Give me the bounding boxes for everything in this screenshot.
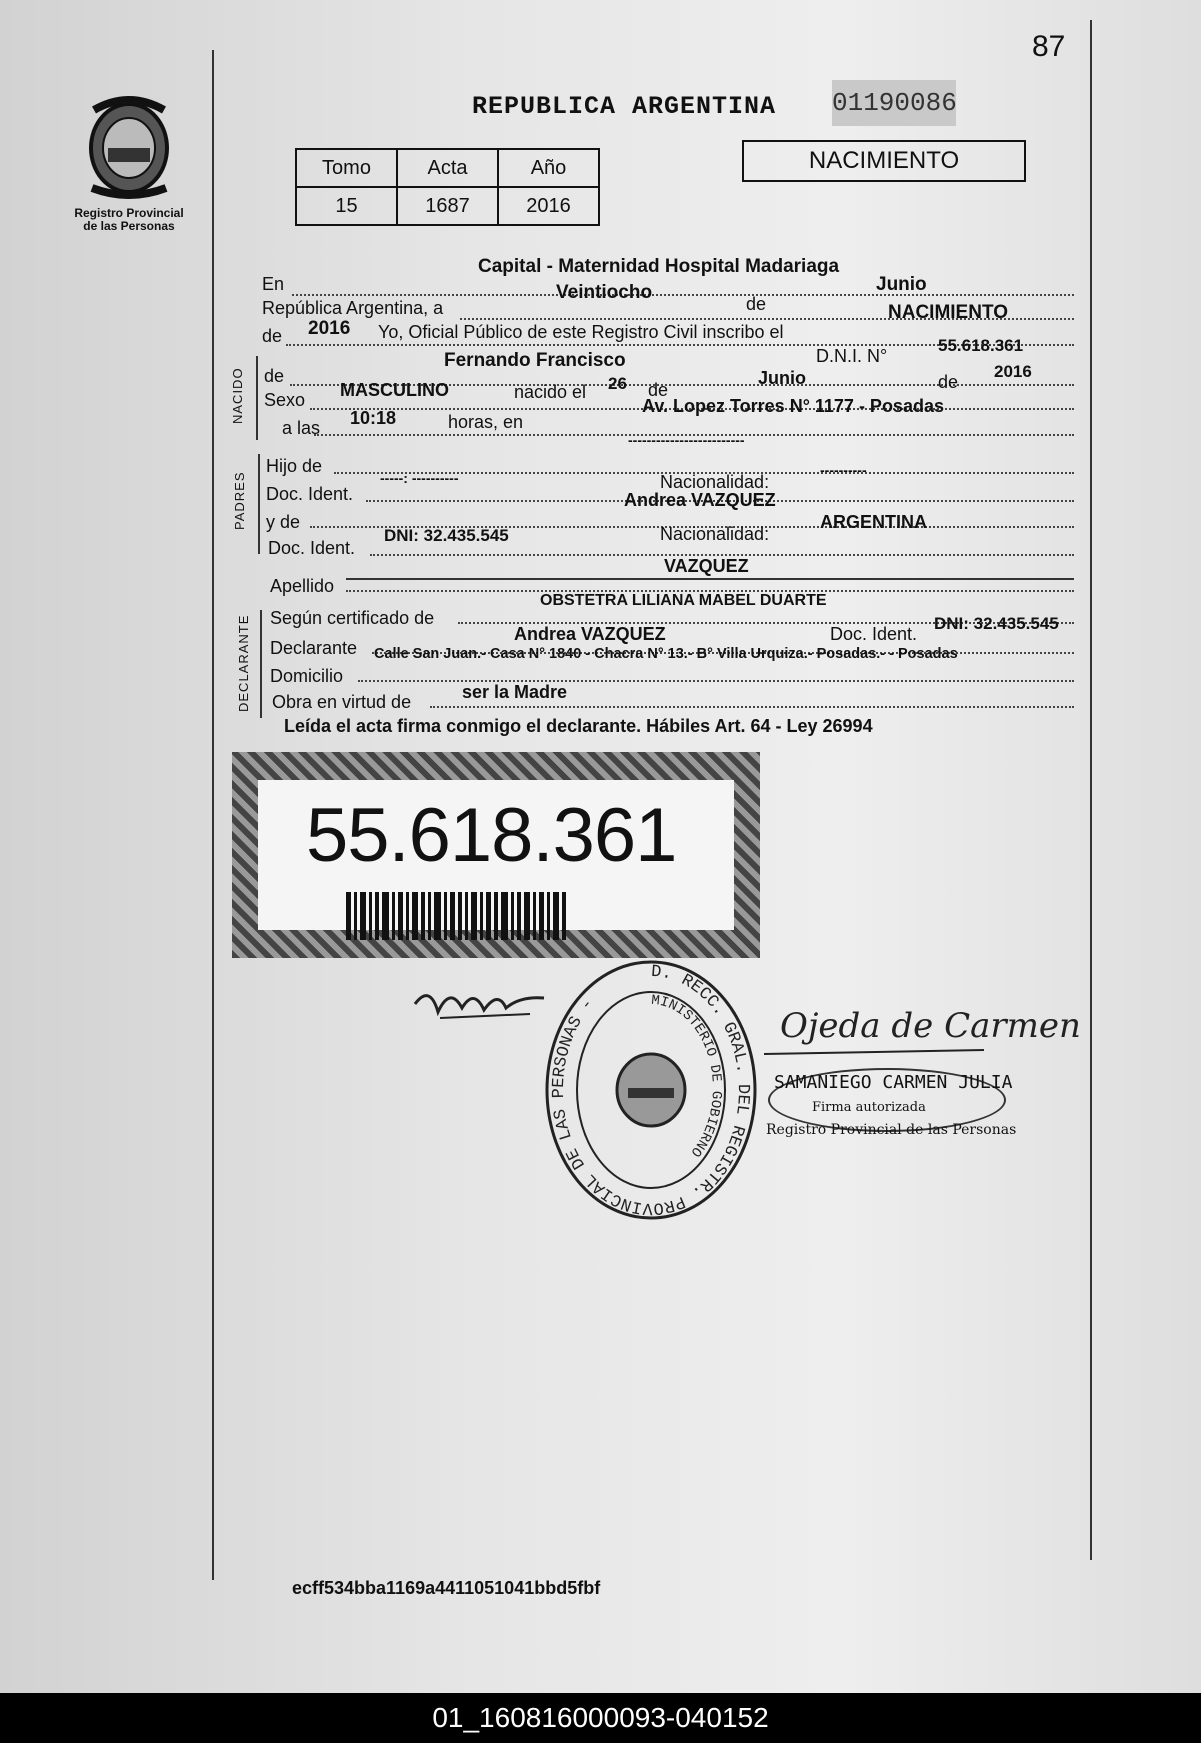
inscribo-value: NACIMIENTO — [888, 302, 1008, 323]
header-ano: Año — [498, 149, 599, 187]
record-type-box: NACIMIENTO — [742, 140, 1026, 182]
right-margin-line — [1090, 20, 1092, 1560]
obra-value: ser la Madre — [462, 682, 568, 702]
certificado-value: OBSTETRA LILIANA MABEL DUARTE — [540, 592, 827, 609]
birth-day: 26 — [608, 374, 627, 393]
month-value: Junio — [876, 274, 927, 295]
declarante-bracket — [260, 610, 262, 718]
misiones-logo — [66, 90, 192, 233]
provincial-crest-icon — [74, 90, 184, 202]
horas-label: horas, en — [448, 412, 524, 432]
declarante-doc: DNI: 32.435.545 — [934, 614, 1059, 633]
left-margin-line — [212, 50, 214, 1580]
a-las-label: a las — [282, 418, 321, 438]
mother-nacionalidad-label: Nacionalidad: — [660, 524, 770, 544]
declarante-name: Andrea VAZQUEZ — [514, 624, 666, 644]
birth-year: 2016 — [994, 362, 1032, 381]
serial-number: 01190086 — [832, 80, 956, 126]
page-number: 87 — [1032, 30, 1066, 63]
dotted-line — [292, 294, 1074, 296]
nacido-bracket — [256, 356, 258, 440]
republica-label: República Argentina, a — [262, 298, 444, 318]
child-name: Fernando Francisco — [444, 350, 626, 371]
apellido-divider — [346, 578, 1074, 580]
logo-label-line1: Registro Provincial — [74, 206, 184, 220]
country-title: REPUBLICA ARGENTINA — [472, 92, 777, 121]
nacido-de2-label: de — [648, 380, 669, 400]
stamp-ring-text: D. RECC. GRAL. DEL REGISTR. PROVINCIAL DE LAS PERSONAS - — [549, 962, 752, 1218]
child-dni: 55.618.361 — [938, 336, 1024, 355]
declarante-section-label: DECLARANTE — [236, 614, 251, 712]
signatory-role: Firma autorizada — [812, 1100, 926, 1115]
dotted-line — [430, 706, 1074, 708]
signatory-office: Registro Provincial de las Personas — [766, 1122, 1017, 1138]
birth-month: Junio — [758, 368, 806, 388]
nacido-el-label: nacido el — [514, 382, 587, 402]
mother-nationality: ARGENTINA — [820, 512, 927, 532]
value-tomo: 15 — [296, 187, 397, 225]
father-nacionalidad-label: Nacionalidad: — [660, 472, 770, 492]
obra-label: Obra en virtud de — [272, 692, 412, 712]
header-tomo: Tomo — [296, 149, 397, 187]
header-acta: Acta — [397, 149, 498, 187]
barcode-number: 55.618.361 — [306, 793, 677, 878]
en-value: Capital - Maternidad Hospital Madariaga — [478, 256, 840, 277]
father-nationality: ---------- — [820, 462, 867, 478]
nacido-de3-label: de — [938, 372, 959, 392]
value-acta: 1687 — [397, 187, 498, 225]
nacido-de-label: de — [264, 366, 285, 386]
year-value: 2016 — [308, 318, 351, 339]
stamp-inner-text: MINISTERIO DE GOBIERNO — [650, 992, 724, 1160]
handwritten-signature: Ojeda de Carmen — [780, 1006, 1081, 1046]
de2-label: de — [262, 326, 283, 346]
closing-text: Leída el acta firma conmigo el declarante. Hábiles Art. 64 - Ley 26994 — [284, 716, 873, 736]
birth-place: Av. Lopez Torres N° 1177 - Posadas — [642, 396, 944, 416]
tomo-acta-table — [295, 148, 600, 226]
oficial-text: Yo, Oficial Público de este Registro Civil inscribo el — [378, 322, 784, 342]
padres-section-label: PADRES — [232, 471, 247, 530]
logo-label-line2: de las Personas — [83, 219, 175, 233]
sexo-label: Sexo — [264, 390, 306, 410]
father-name: ------------------------- — [628, 432, 745, 448]
birth-time: 10:18 — [350, 408, 397, 428]
apellido-value: VAZQUEZ — [664, 556, 749, 576]
hijo-de-label: Hijo de — [266, 456, 323, 476]
barcode-icon — [346, 892, 566, 940]
official-signature-icon — [410, 974, 550, 1034]
value-ano: 2016 — [498, 187, 599, 225]
registry-stamp-icon — [540, 958, 762, 1226]
sexo-value: MASCULINO — [340, 380, 449, 400]
mother-doc: DNI: 32.435.545 — [384, 526, 509, 545]
father-doc-label: Doc. Ident. — [266, 484, 354, 504]
signatory-name: SAMANIEGO CARMEN JULIA — [774, 1072, 1013, 1093]
nacido-section-label: NACIDO — [230, 367, 245, 424]
declarante-label: Declarante — [270, 638, 358, 658]
segun-label: Según certificado de — [270, 608, 435, 628]
signature-underline-icon — [760, 1046, 990, 1058]
y-de-label: y de — [266, 512, 301, 532]
padres-bracket — [258, 454, 260, 554]
dni-label: D.N.I. N° — [816, 346, 888, 366]
document-hash: ecff534bba1169a4411051041bbd5fbf — [292, 1578, 601, 1598]
domicilio-label: Domicilio — [270, 666, 344, 686]
en-label: En — [262, 274, 285, 294]
file-id-footer: 01_160816000093-040152 — [0, 1693, 1201, 1743]
declarante-doc-label: Doc. Ident. — [830, 624, 918, 644]
mother-doc-label: Doc. Ident. — [268, 538, 356, 558]
apellido-label: Apellido — [270, 576, 335, 596]
mother-name: Andrea VAZQUEZ — [624, 490, 776, 510]
father-doc: -----: ---------- — [380, 470, 459, 486]
day-text: Veintiocho — [556, 282, 653, 303]
de-label: de — [746, 294, 767, 314]
domicilio-value: Calle San Juan.- Casa N° 1840 - Chacra N° 13.- B° Villa Urquiza.- Posadas.- - Posadas — [374, 646, 958, 662]
barcode-panel — [258, 780, 734, 930]
dni-barcode-card — [232, 752, 760, 958]
